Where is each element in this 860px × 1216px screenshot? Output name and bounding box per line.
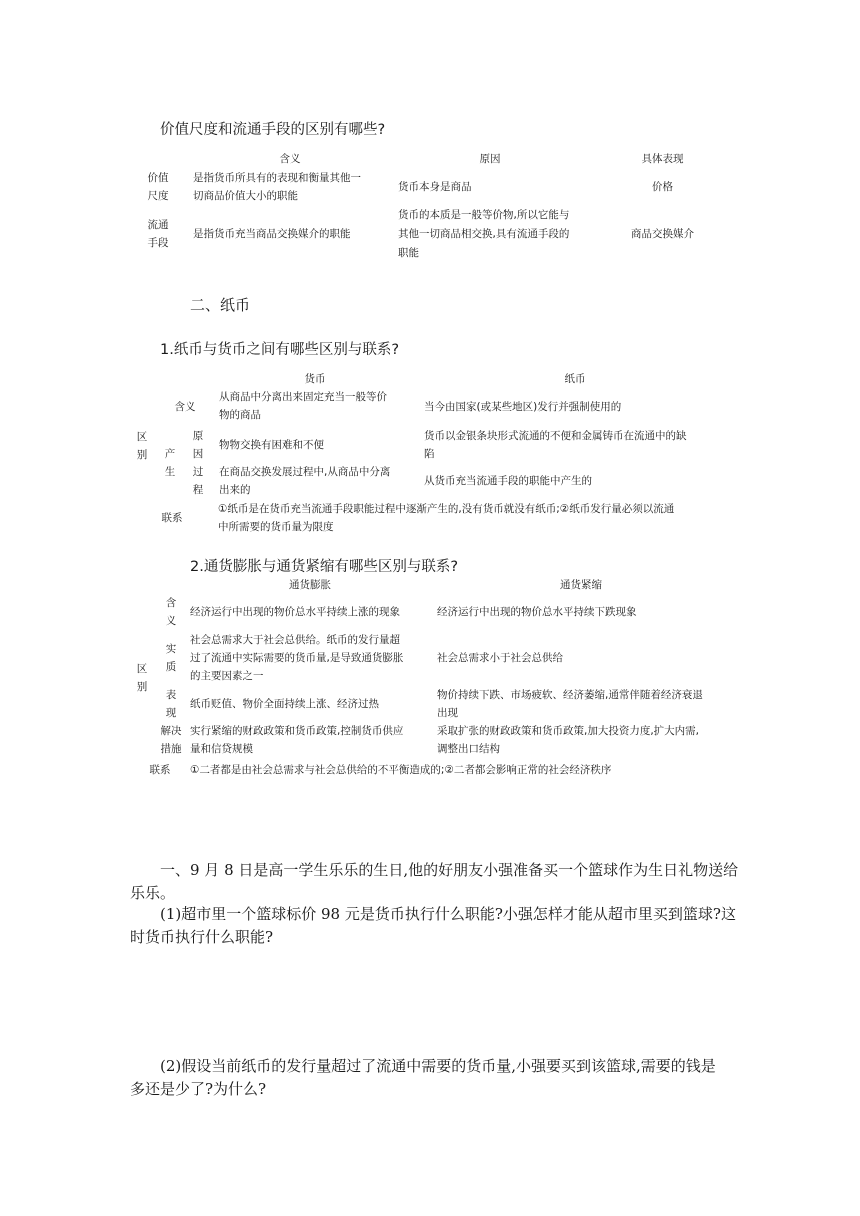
row-label: 联系 xyxy=(149,764,171,776)
row-label: 表 xyxy=(165,689,177,701)
column-header-deflation: 通货紧缩 xyxy=(560,579,602,591)
row-label: 现 xyxy=(165,707,177,719)
row-label: 含 xyxy=(165,597,177,609)
column-header-meaning: 含义 xyxy=(279,153,301,165)
table-cell: 货币的本质是一般等价物,所以它能与 xyxy=(398,209,570,221)
row-label: 质 xyxy=(165,661,177,673)
exercise-question-2: (2)假设当前纸币的发行量超过了流通中需要的货币量,小强要买到该篮球,需要的钱是 xyxy=(160,1057,716,1075)
table-cell: 中所需要的货币量为限度 xyxy=(218,521,334,533)
table-cell: 物的商品 xyxy=(219,409,261,421)
exercise-question-1: (1)超市里一个篮球标价 98 元是货币执行什么职能?小强怎样才能从超市里买到篮球?这 xyxy=(160,905,736,923)
exercise-intro-cont: 乐乐。 xyxy=(130,884,176,902)
exercise-intro: 一、9 月 8 日是高一学生乐乐的生日,他的好朋友小强准备买一个篮球作为生日礼物送给 xyxy=(160,861,739,879)
question-paper-vs-money: 1.纸币与货币之间有哪些区别与联系? xyxy=(160,342,400,358)
table-cell: 纸币贬值、物价全面持续上涨、经济过热 xyxy=(190,698,379,710)
table-cell: 的主要因素之一 xyxy=(190,670,264,682)
row-label: 尺度 xyxy=(147,190,169,202)
row-label: 流通 xyxy=(147,219,169,231)
table-cell: 当今由国家(或某些地区)发行并强制使用的 xyxy=(424,401,622,413)
row-label: 程 xyxy=(192,484,204,496)
row-label: 过 xyxy=(192,466,204,478)
table-cell: 从货币充当流通手段的职能中产生的 xyxy=(424,475,592,487)
table-cell: 陷 xyxy=(424,448,435,460)
table-cell: 是指货币所具有的表现和衡量其他一 xyxy=(193,172,361,184)
diff-label: 别 xyxy=(136,681,148,693)
table-cell: 调整出口结构 xyxy=(437,743,500,755)
exercise-question-1-cont: 时货币执行什么职能? xyxy=(130,928,274,946)
column-header-money: 货币 xyxy=(304,373,326,385)
table-cell: 是指货币充当商品交换媒介的职能 xyxy=(193,228,351,240)
table-cell: 实行紧缩的财政政策和货币政策,控制货币供应 xyxy=(190,725,404,737)
table-cell: 切商品价值大小的职能 xyxy=(193,190,298,202)
table-cell: 出来的 xyxy=(219,484,251,496)
table-cell: 物价持续下跌、市场疲软、经济萎缩,通常伴随着经济衰退 xyxy=(437,689,703,701)
table-cell: 在商品交换发展过程中,从商品中分离 xyxy=(219,466,391,478)
row-label: 产 xyxy=(164,448,176,460)
question-inflation-vs-deflation: 2.通货膨胀与通货紧缩有哪些区别与联系? xyxy=(190,559,459,575)
section-heading-paper-money: 二、纸币 xyxy=(190,296,251,314)
row-label: 因 xyxy=(192,448,204,460)
row-label: 实 xyxy=(165,643,177,655)
row-label: 措施 xyxy=(160,743,182,755)
table-cell: 出现 xyxy=(437,707,458,719)
table-cell: 其他一切商品相交换,具有流通手段的 xyxy=(398,228,570,240)
diff-label: 别 xyxy=(136,449,148,461)
row-label: 解决 xyxy=(160,725,182,737)
row-label: 义 xyxy=(165,615,177,627)
column-header-inflation: 通货膨胀 xyxy=(289,579,331,591)
row-label: 联系 xyxy=(161,512,183,524)
table-cell: 货币本身是商品 xyxy=(398,181,472,193)
column-header-paper: 纸币 xyxy=(564,373,586,385)
table-cell: 经济运行中出现的物价总水平持续上涨的现象 xyxy=(190,606,400,618)
diff-label: 区 xyxy=(136,663,148,675)
table-cell: 价格 xyxy=(652,181,673,193)
table-cell: ①二者都是由社会总需求与社会总供给的不平衡造成的;②二者都会影响正常的社会经济秩序 xyxy=(190,764,612,776)
table-cell: 社会总需求小于社会总供给 xyxy=(437,652,563,664)
row-label: 手段 xyxy=(147,237,169,249)
table-cell: 职能 xyxy=(398,247,419,259)
row-label: 生 xyxy=(164,466,176,478)
table-cell: 采取扩张的财政政策和货币政策,加大投资力度,扩大内需, xyxy=(437,725,700,737)
table-cell: ①纸币是在货币充当流通手段职能过程中逐渐产生的,没有货币就没有纸币;②纸币发行量必须以流通 xyxy=(218,503,675,515)
table-cell: 商品交换媒介 xyxy=(631,228,694,240)
table-cell: 经济运行中出现的物价总水平持续下跌现象 xyxy=(437,606,637,618)
column-header-reason: 原因 xyxy=(479,153,501,165)
row-label: 含义 xyxy=(174,401,196,413)
table-cell: 过了流通中实际需要的货币量,是导致通货膨胀 xyxy=(190,652,404,664)
table-cell: 物物交换有困难和不便 xyxy=(219,439,324,451)
exercise-question-2-cont: 多还是少了?为什么? xyxy=(130,1080,267,1098)
diff-label: 区 xyxy=(136,431,148,443)
table-cell: 货币以金银条块形式流通的不便和金属铸币在流通中的缺 xyxy=(424,430,687,442)
table-cell: 从商品中分离出来固定充当一般等价 xyxy=(219,391,387,403)
row-label: 原 xyxy=(192,430,204,442)
column-header-example: 具体表现 xyxy=(641,153,684,165)
table-cell: 社会总需求大于社会总供给。纸币的发行量超 xyxy=(190,634,400,646)
row-label: 价值 xyxy=(147,172,169,184)
question-value-measure: 价值尺度和流通手段的区别有哪些? xyxy=(160,122,386,138)
table-cell: 量和信贷规模 xyxy=(190,743,253,755)
